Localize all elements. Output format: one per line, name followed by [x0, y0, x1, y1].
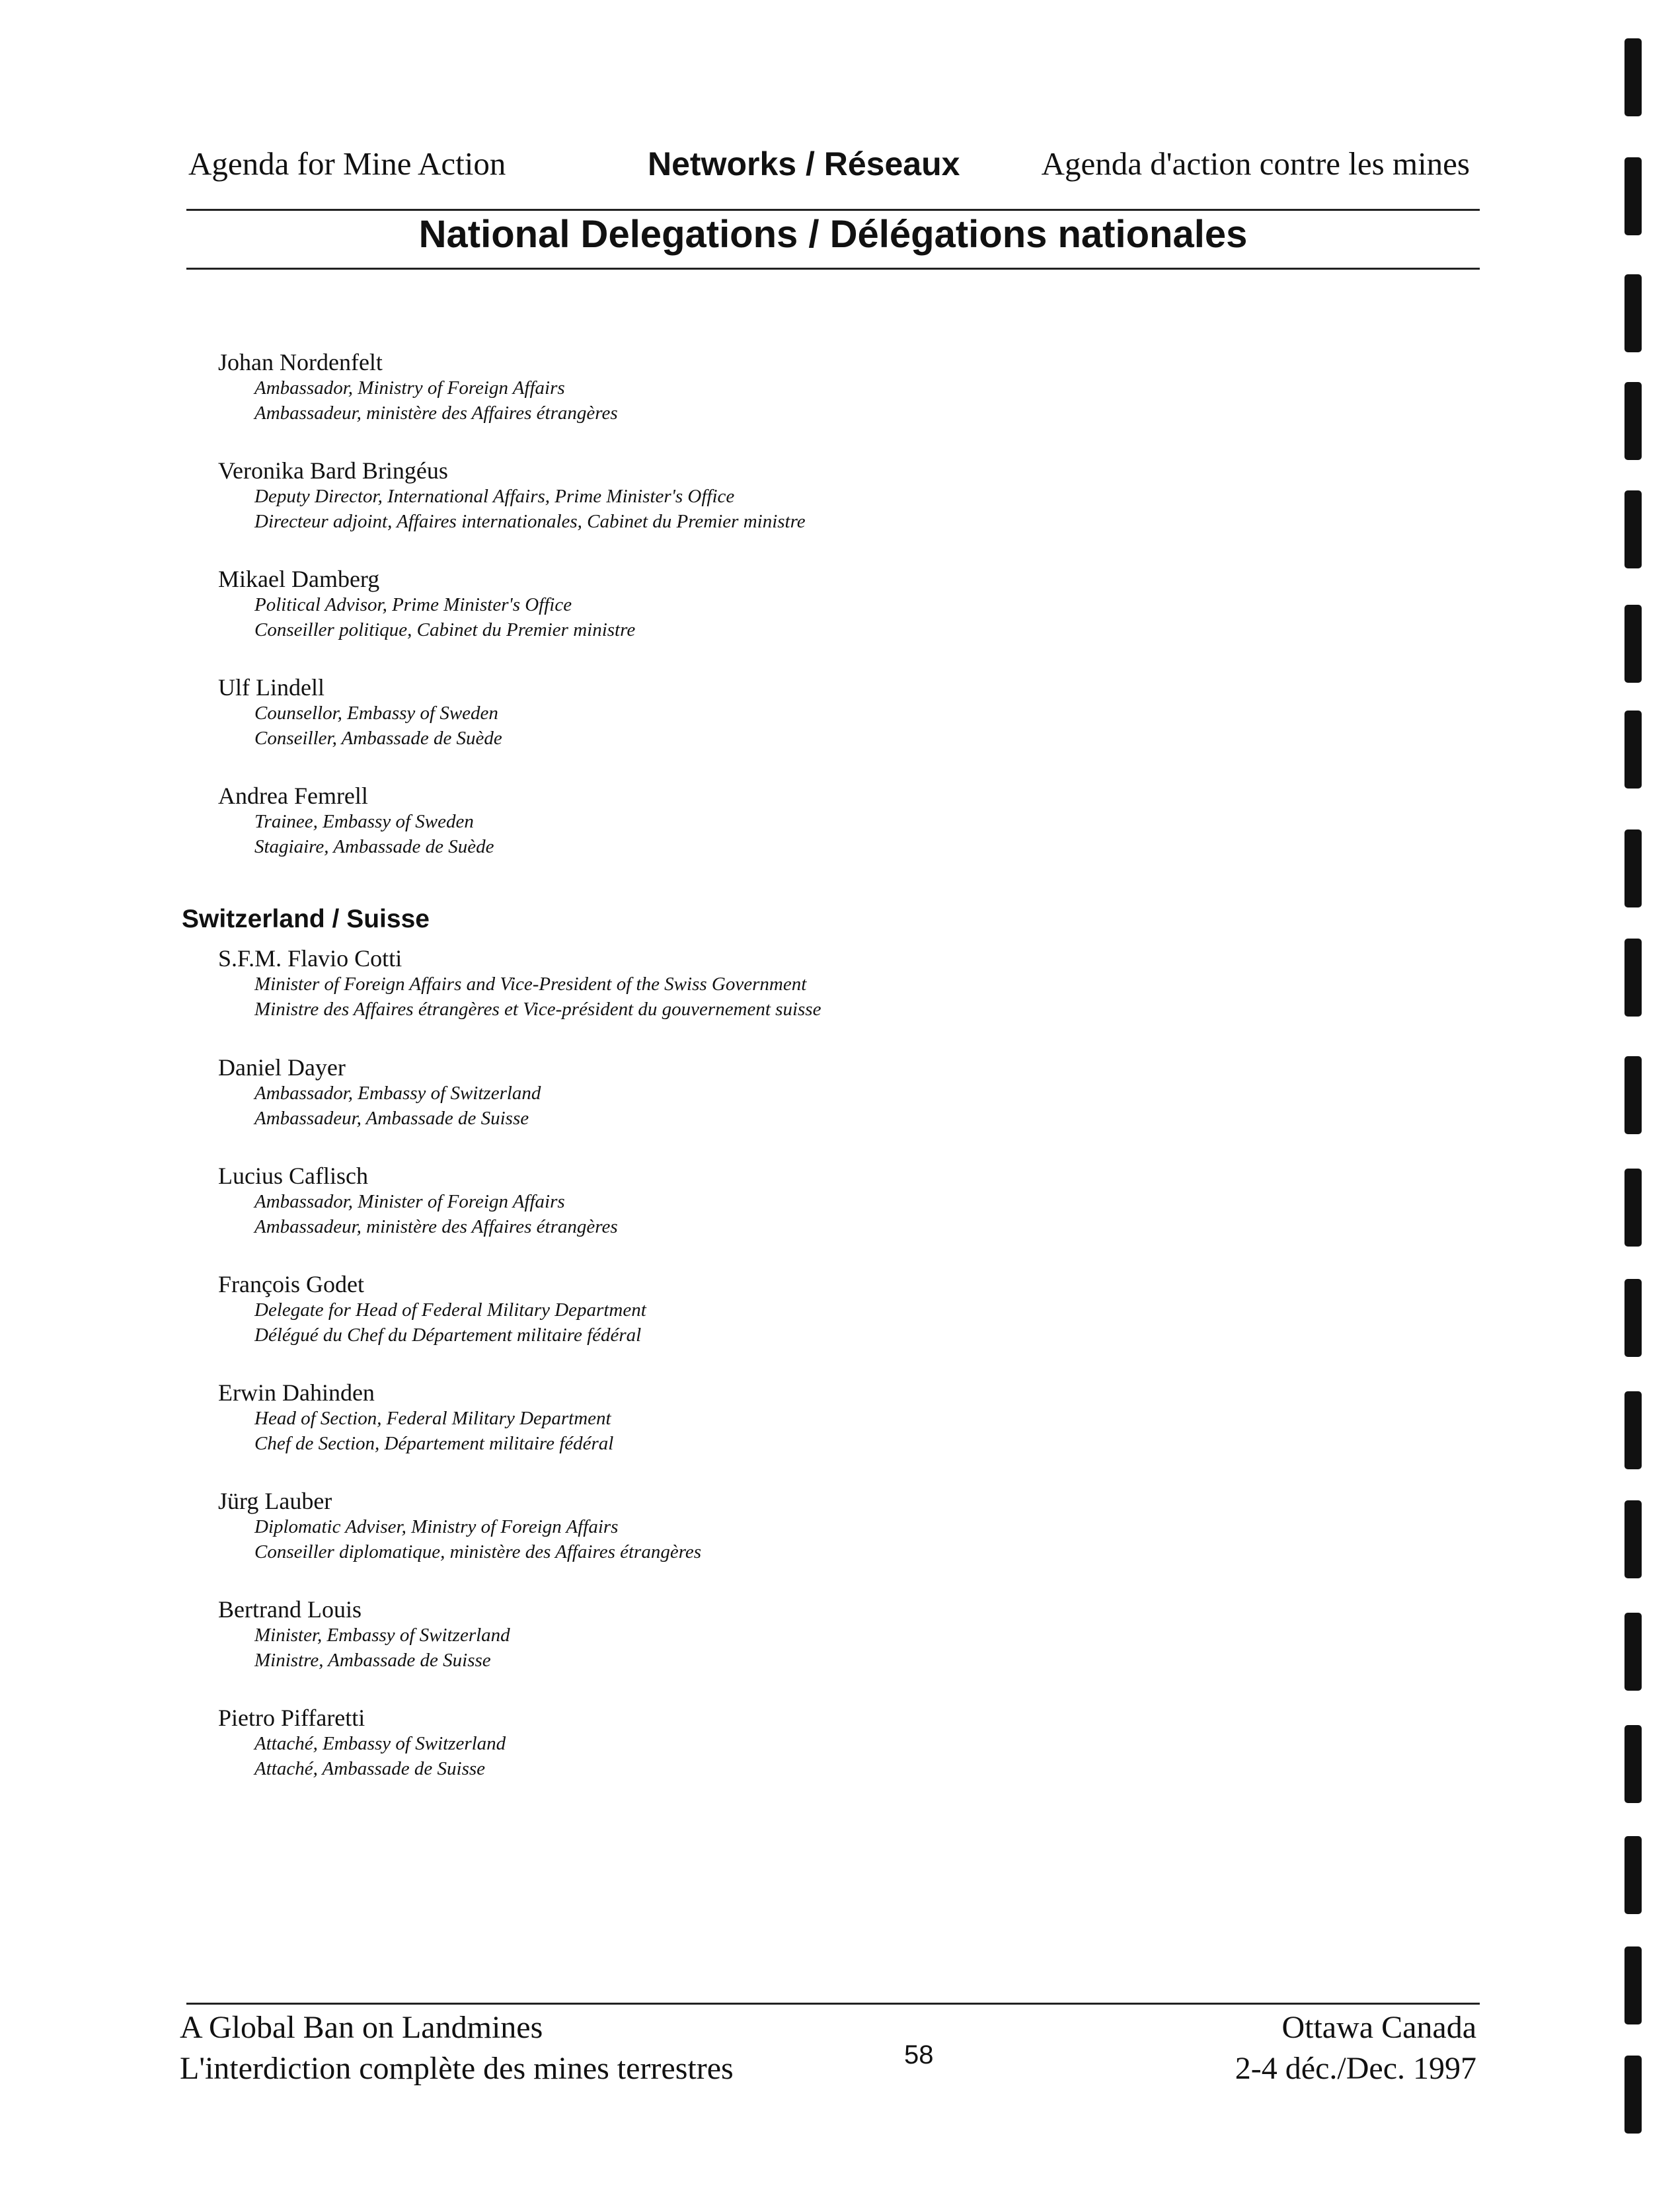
delegate-name: Ulf Lindell [218, 674, 325, 701]
delegate-name: Andrea Femrell [218, 783, 368, 809]
delegate-role-fr: Conseiller politique, Cabinet du Premier ministre [254, 619, 636, 640]
binding-mark [1624, 1613, 1642, 1691]
delegate-role-en: Ambassador, Minister of Foreign Affairs [254, 1191, 565, 1212]
binding-mark [1624, 38, 1642, 116]
delegate-role-en: Trainee, Embassy of Sweden [254, 811, 474, 832]
footer-left-line1: A Global Ban on Landmines [180, 2010, 543, 2045]
delegate-role-en: Head of Section, Federal Military Department [254, 1408, 611, 1429]
delegate-entry [218, 1271, 646, 1348]
delegate-name: Daniel Dayer [218, 1054, 346, 1081]
delegate-role-fr: Ministre des Affaires étrangères et Vice-président du gouvernement suisse [254, 999, 821, 1020]
binding-mark [1624, 1500, 1642, 1578]
delegate-name: Mikael Damberg [218, 566, 380, 592]
delegate-role-fr: Ambassadeur, ministère des Affaires étrangères [254, 1216, 618, 1237]
delegate-entry [218, 1379, 613, 1456]
binding-mark [1624, 2056, 1642, 2134]
delegate-role-fr: Ministre, Ambassade de Suisse [254, 1650, 491, 1671]
delegate-name: Veronika Bard Bringéus [218, 457, 448, 484]
page-number: 58 [904, 2040, 934, 2069]
delegate-name: Johan Nordenfelt [218, 349, 383, 375]
delegate-role-en: Minister, Embassy of Switzerland [254, 1625, 510, 1646]
binding-mark [1624, 1169, 1642, 1247]
delegate-entry [218, 349, 618, 426]
footer-left [180, 2007, 734, 2089]
delegate-entry [218, 1705, 506, 1781]
delegate-role-fr: Conseiller, Ambassade de Suède [254, 728, 502, 749]
delegate-role-en: Minister of Foreign Affairs and Vice-President of the Swiss Government [254, 974, 807, 995]
binding-mark [1624, 711, 1642, 789]
delegate-entry [218, 674, 502, 751]
delegate-entry [218, 783, 494, 859]
binding-hole-marks [1624, 0, 1664, 2195]
delegate-entry [218, 1163, 618, 1239]
delegate-role-en: Ambassador, Ministry of Foreign Affairs [254, 377, 565, 399]
delegate-role-en: Ambassador, Embassy of Switzerland [254, 1083, 541, 1104]
delegate-role-en: Diplomatic Adviser, Ministry of Foreign Affairs [254, 1516, 619, 1537]
delegate-entry [218, 1488, 701, 1564]
header-right-title: Agenda d'action contre les mines [1041, 145, 1470, 182]
header-bottom-rule [186, 268, 1480, 270]
delegate-role-en: Deputy Director, International Affairs, Prime Minister's Office [254, 486, 735, 507]
delegate-role-en: Political Advisor, Prime Minister's Office [254, 594, 572, 615]
delegate-entry [218, 945, 821, 1022]
delegate-role-en: Attaché, Embassy of Switzerland [254, 1733, 506, 1754]
delegate-name: François Godet [218, 1271, 364, 1297]
binding-mark [1624, 1279, 1642, 1357]
footer-right-line1: Ottawa Canada [1281, 2010, 1476, 2045]
delegate-role-fr: Stagiaire, Ambassade de Suède [254, 836, 494, 857]
page-title: National Delegations / Délégations nationales [418, 213, 1248, 256]
delegate-role-fr: Ambassadeur, Ambassade de Suisse [254, 1108, 529, 1129]
binding-mark [1624, 829, 1642, 907]
footer-rule [186, 2003, 1480, 2005]
delegate-name: S.F.M. Flavio Cotti [218, 945, 402, 972]
header-left-title: Agenda for Mine Action [188, 145, 506, 182]
delegate-role-fr: Directeur adjoint, Affaires internationales, Cabinet du Premier ministre [254, 511, 806, 532]
header-top-rule [186, 209, 1480, 211]
delegate-role-fr: Attaché, Ambassade de Suisse [254, 1758, 486, 1779]
delegate-role-fr: Délégué du Chef du Département militaire fédéral [254, 1325, 642, 1346]
delegate-role-fr: Chef de Section, Département militaire fédéral [254, 1433, 614, 1454]
delegate-entry [218, 457, 806, 534]
section-heading-switzerland: Switzerland / Suisse [182, 905, 430, 933]
footer-right-line2: 2-4 déc./Dec. 1997 [1235, 2051, 1476, 2086]
delegate-name: Erwin Dahinden [218, 1379, 375, 1406]
binding-mark [1624, 1056, 1642, 1134]
delegate-role-en: Delegate for Head of Federal Military Department [254, 1299, 646, 1321]
footer-right [1235, 2007, 1476, 2089]
binding-mark [1624, 939, 1642, 1017]
delegate-name: Pietro Piffaretti [218, 1705, 365, 1731]
delegate-name: Lucius Caflisch [218, 1163, 368, 1189]
footer-left-line2: L'interdiction complète des mines terrestres [180, 2051, 734, 2086]
binding-mark [1624, 274, 1642, 352]
header-center-title: Networks / Réseaux [648, 145, 960, 182]
binding-mark [1624, 1836, 1642, 1914]
delegate-entry [218, 1596, 510, 1673]
delegate-role-fr: Conseiller diplomatique, ministère des Affaires étrangères [254, 1541, 702, 1562]
binding-mark [1624, 382, 1642, 460]
binding-mark [1624, 1946, 1642, 2024]
delegate-name: Bertrand Louis [218, 1596, 362, 1623]
delegate-role-fr: Ambassadeur, ministère des Affaires étrangères [254, 403, 618, 424]
delegate-entry [218, 1054, 541, 1131]
delegate-role-en: Counsellor, Embassy of Sweden [254, 703, 498, 724]
binding-mark [1624, 1725, 1642, 1803]
binding-mark [1624, 490, 1642, 568]
binding-mark [1624, 1391, 1642, 1469]
binding-mark [1624, 157, 1642, 235]
delegate-entry [218, 566, 635, 642]
binding-mark [1624, 605, 1642, 683]
delegate-name: Jürg Lauber [218, 1488, 332, 1514]
